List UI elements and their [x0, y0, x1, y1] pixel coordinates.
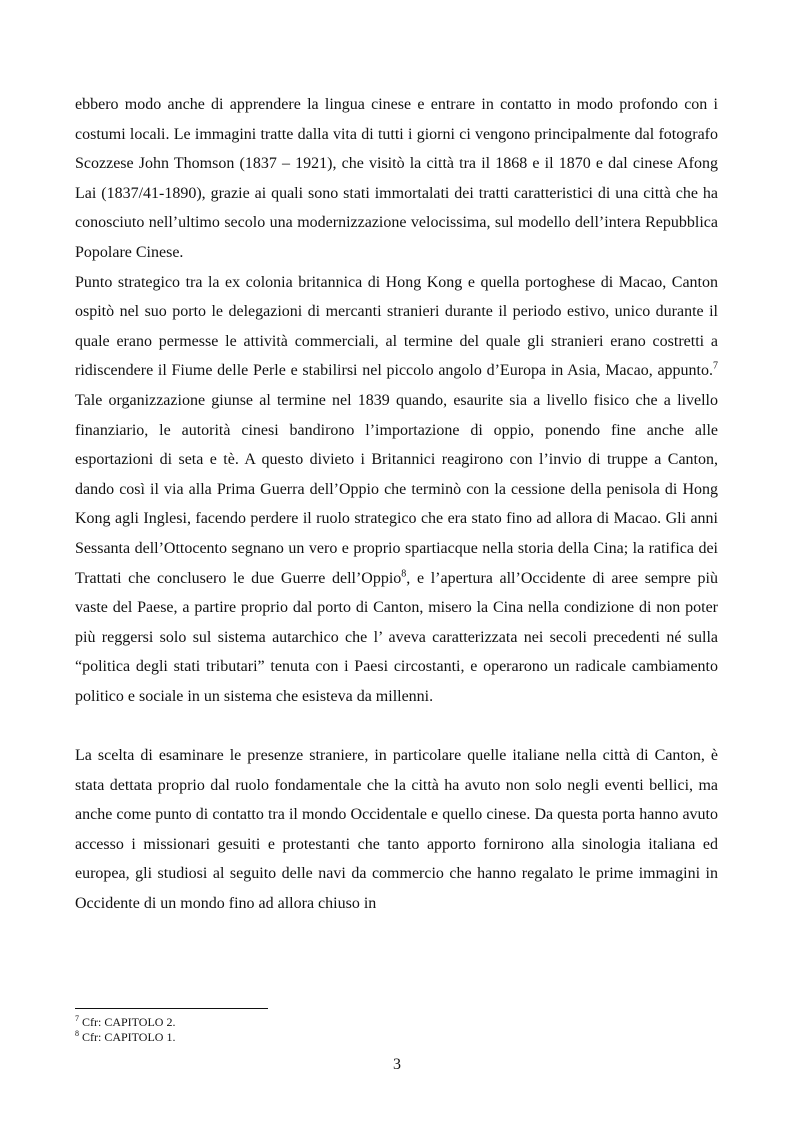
paragraph-3: [75, 741, 718, 919]
paragraph-2-text-c: , e l’apertura all’Occidente di aree sempre più vaste del Paese, a partire proprio dal porto di Canton, misero la Cina nella condizione di non poter più reggersi solo sul sistema autarchico che l’ aveva caratterizzata nei secoli precedenti né sulla “politica degli stati tributari” tenuta con i Paesi circostanti, e operarono un radicale cambiamento politico e sociale in un sistema che esisteva da millenni.: [75, 569, 718, 705]
footnote-text: Cfr: CAPITOLO 1.: [82, 1030, 176, 1044]
footnote-item: [75, 1030, 718, 1045]
paragraph-1-text: ebbero modo anche di apprendere la lingua cinese e entrare in contatto in modo profondo con i costumi locali. Le immagini tratte dalla vita di tutti i giorni ci vengono principalmente dal fotografo Scozzese John Thomson (1837 – 1921), che visitò la città tra il 1868 e il 1870 e dal cinese Afong Lai (1837/41-1890), grazie ai quali sono stati immortalati dei tratti caratteristici di una città che ha conosciuto nell’ultimo secolo una modernizzazione velocissima, sul modello dell’intera Repubblica Popolare Cinese.: [75, 96, 718, 261]
footnote-item: [75, 1015, 718, 1030]
paragraph-1: [75, 90, 718, 268]
footnote-separator: [75, 1008, 268, 1009]
page-body: [75, 90, 718, 919]
paragraph-2-text-b: Tale organizzazione giunse al termine nel 1839 quando, esaurite sia a livello fisico che a livello finanziario, le autorità cinesi bandirono l’importazione di oppio, ponendo fine anche alle esportazioni di seta e tè. A questo divieto i Britannici reagirono con l’invio di truppe a Canton, dando così il via alla Prima Guerra dell’Oppio che terminò con la cessione della penisola di Hong Kong agli Inglesi, facendo perdere il ruolo strategico che era stato fino ad allora di Macao. Gli anni Sessanta dell’Ottocento segnano un vero e proprio spartiacque nella storia della Cina; la ratifica dei Trattati che conclusero le due Guerre dell’Oppio: [75, 391, 718, 587]
footnote-text: Cfr: CAPITOLO 2.: [82, 1015, 176, 1029]
footnote-ref-8: 8: [401, 568, 407, 580]
footnote-ref-7: 7: [713, 361, 718, 373]
paragraph-2-text-a: Punto strategico tra la ex colonia britannica di Hong Kong e quella portoghese di Macao, Canton ospitò nel suo porto le delegazioni di mercanti stranieri durante il periodo estivo, unico durante il quale erano permesse le attività commerciali, al termine del quale gli stranieri erano costretti a ridiscendere il Fiume delle Perle e stabilirsi nel piccolo angolo d’Europa in Asia, Macao, appunto.: [75, 273, 718, 380]
page-number: 3: [393, 1056, 401, 1073]
paragraph-3-text: La scelta di esaminare le presenze straniere, in particolare quelle italiane nella città di Canton, è stata dettata proprio dal ruolo fondamentale che la città ha avuto non solo negli eventi bellici, ma anche come punto di contatto tra il mondo Occidentale e quello cinese. Da questa porta hanno avuto accesso i missionari gesuiti e protestanti che tanto apporto fornirono alla sinologia italiana ed europea, gli studiosi al seguito delle navi da commercio che hanno regalato le prime immagini in Occidente di un mondo fino ad allora chiuso in: [75, 747, 718, 913]
footnotes: [75, 1015, 718, 1045]
footnote-number: 8: [75, 1029, 79, 1038]
footnote-number: 7: [75, 1014, 79, 1023]
paragraph-2: [75, 268, 718, 712]
